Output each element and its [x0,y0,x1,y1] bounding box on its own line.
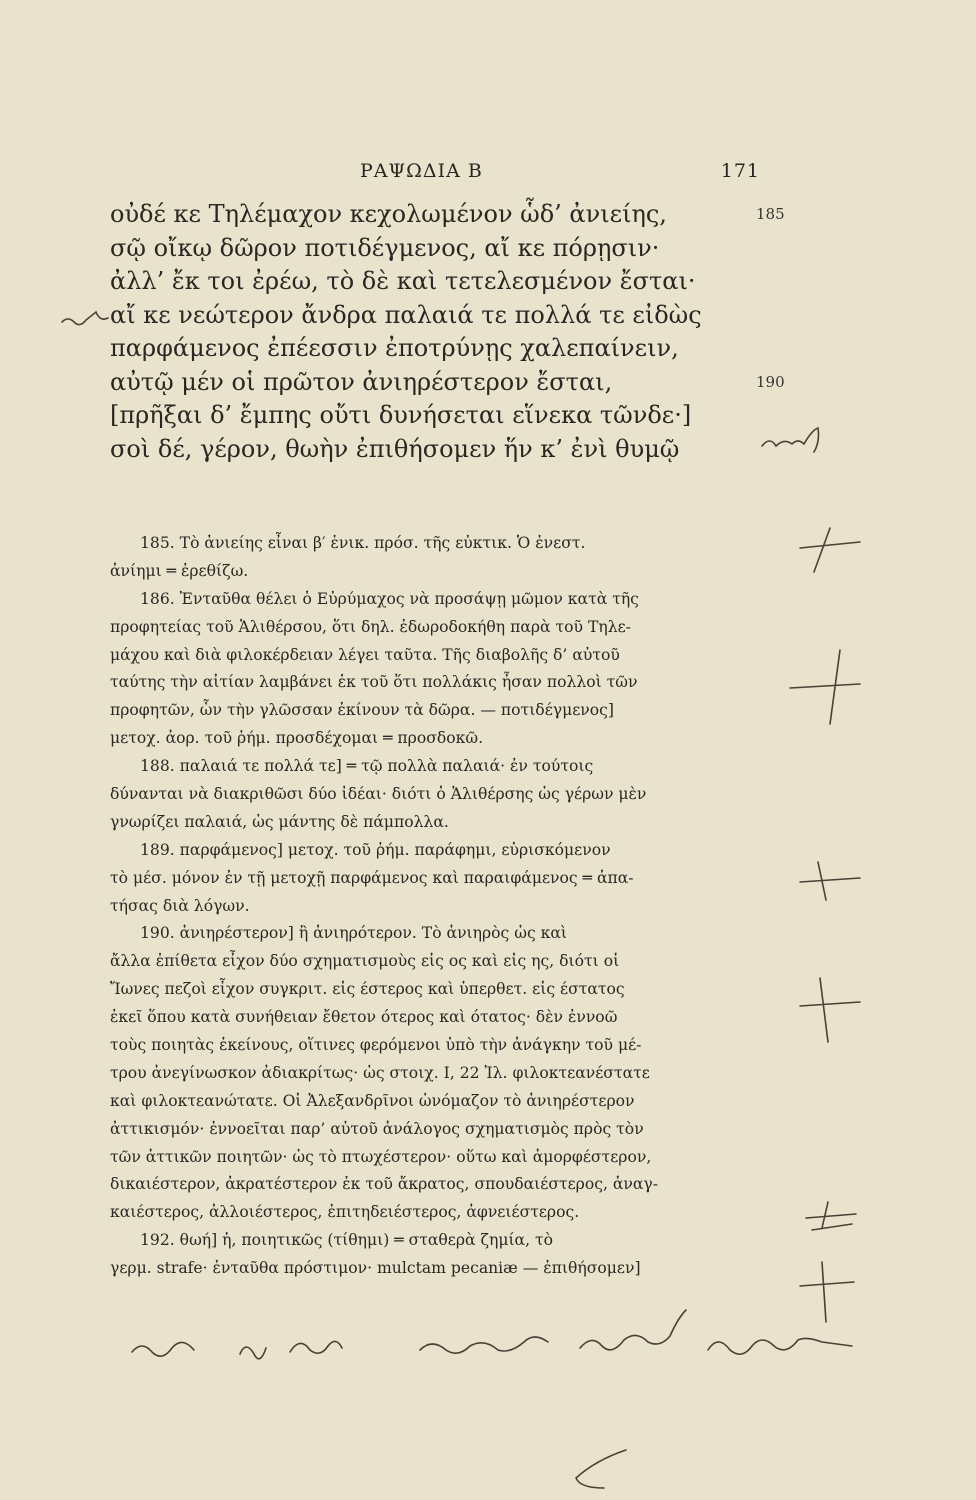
page-number: 171 [720,160,760,182]
verse-text: παρφάμενος ἐπέεσσιν ἐποτρύνῃς χαλεπαίνειν, [110,334,679,362]
note-line: ἐκεῖ ὅπου κατὰ συνήθειαν ἔθετον ότερος καὶ ότατος· δὲν ἐννοῶ [110,1008,618,1027]
margin-cross-6 [800,1262,854,1322]
handwritten-footer-line [132,1310,852,1359]
note-line: δύνανται νὰ διακριθῶσι δύο ἰδέαι· διότι ὁ Ἁλιθέρσης ὡς γέρων μὲν [110,785,647,804]
note-line: καιέστερος, ἀλλοιέστερος, ἐπιτηδειέστερος, ἀφνειέστερος. [110,1203,580,1222]
note-line: καὶ φιλοκτεανώτατε. Οἱ Ἀλεξανδρῖνοι ὠνόμαζον τὸ ἀνιηρέστερον [110,1091,635,1110]
note-line: γνωρίζει παλαιά, ὡς μάντης δὲ πάμπολλα. [110,812,449,831]
verse-number: 185 [756,205,785,223]
note-line: 190. ἀνιηρέστερον] ἢ ἀνιηρότερον. Τὸ ἀνιηρὸς ὡς καὶ [140,924,568,943]
running-head: ΡΑΨΩΔΙΑ Β [360,160,483,182]
note-line: ταύτης τὴν αἰτίαν λαμβάνει ἐκ τοῦ ὅτι πολλάκις ἦσαν πολλοὶ τῶν [110,673,638,692]
margin-cross-1 [800,528,860,572]
note-line: τρου ἀνεγίνωσκον ἀδιακρίτως· ὡς στοιχ. Ι, 22 Ἰλ. φιλοκτεανέστατε [110,1063,650,1082]
note-line: τὸ μέσ. μόνον ἐν τῇ μετοχῇ παρφάμενος καὶ παραιφάμενος ═ ἀπα- [110,868,634,887]
note-line: 189. παρφάμενος] μετοχ. τοῦ ῥήμ. παράφημι, εὑρισκόμενον [140,840,611,859]
note-line: τήσας διὰ λόγων. [110,896,250,915]
note-line: 186. Ἐνταῦθα θέλει ὁ Εὐρύμαχος νὰ προσάψῃ μῶμον κατὰ τῆς [140,589,639,608]
margin-cross-5 [806,1202,856,1230]
note-line: ἀττικισμόν· ἐννοεῖται παρ’ αὐτοῦ ἀνάλογος σχηματισμὸς πρὸς τὸν [110,1119,644,1138]
bottom-hook-mark [576,1450,626,1488]
note-line: 188. παλαιά τε πολλά τε] ═ τῷ πολλὰ παλαιά· ἐν τούτοις [140,757,594,776]
note-line: 185. Τὸ ἀνιείης εἶναι β′ ἑνικ. πρόσ. τῆς εὐκτικ. Ὁ ἐνεστ. [140,534,586,552]
verse-text: ἀλλ’ ἔκ τοι ἐρέω, τὸ δὲ καὶ τετελεσμένον ἔσται· [110,267,696,295]
note-line: δικαιέστερον, ἀκρατέστερον ἐκ τοῦ ἄκρατος, σπουδαιέστερος, ἀναγ- [110,1175,659,1194]
note-line: ἀνίημι ═ ἐρεθίζω. [110,561,249,580]
margin-cross-4 [800,978,860,1042]
note-line: προφητῶν, ὧν τὴν γλῶσσαν ἐκίνουν τὰ δῶρα. — ποτιδέγμενος] [110,701,614,720]
margin-cross-2 [790,650,860,724]
note-line: μετοχ. ἀορ. τοῦ ῥήμ. προσδέχομαι ═ προσδοκῶ. [110,729,484,748]
note-line: τῶν ἀττικῶν ποιητῶν· ὡς τὸ πτωχέστερον· οὕτω καὶ ἀμορφέστερον, [110,1147,652,1166]
verse-text: σῷ οἴκῳ δῶρον ποτιδέγμενος, αἴ κε πόρῃσιν· [110,233,660,262]
verse-text: [πρῆξαι δ’ ἔμπης οὔτι δυνήσεται εἵνεκα τῶνδε·] [110,401,692,429]
verse-text: οὐδέ κε Τηλέμαχον κεχολωμένον ὧδ’ ἀνιείης, [110,200,667,228]
margin-scribble-verse-191 [762,428,819,452]
note-line: προφητείας τοῦ Ἁλιθέρσου, ὅτι δηλ. ἐδωροδοκήθη παρὰ τοῦ Τηλε- [110,617,631,636]
margin-cross-3 [800,862,860,900]
note-line: γερμ. strafe· ἐνταῦθα πρόστιμον· mulctam pecaniæ — ἐπιθήσομεν] [110,1259,641,1278]
note-line: ἄλλα ἐπίθετα εἶχον δύο σχηματισμοὺς εἰς ος καὶ εἰς ης, διότι οἱ [110,952,620,971]
note-line: Ἴωνες πεζοὶ εἶχον συγκριτ. εἰς έστερος καὶ ὑπερθετ. εἰς έστατος [110,980,625,999]
verse-text: σοὶ δέ, γέρον, θωὴν ἐπιθήσομεν ἥν κ’ ἐνὶ θυμῷ [110,434,680,463]
verse-number: 190 [756,372,785,391]
margin-scribble-verse-188 [62,312,108,325]
note-line: 192. θωή] ἡ, ποιητικῶς (τίθημι) ═ σταθερὰ ζημία, τὸ [140,1231,554,1250]
verse-text: αἴ κε νεώτερον ἄνδρα παλαιά τε πολλά τε εἰδὼς [110,300,702,329]
verse-text: αὐτῷ μέν οἱ πρῶτον ἀνιηρέστερον ἔσται, [110,367,613,396]
note-line: μάχου καὶ διὰ φιλοκέρδειαν λέγει ταῦτα. Τῆς διαβολῆς δ’ αὐτοῦ [110,645,620,664]
note-line: τοὺς ποιητὰς ἐκείνους, οἵτινες φερόμενοι ὑπὸ τὴν ἀνάγκην τοῦ μέ- [110,1036,642,1055]
